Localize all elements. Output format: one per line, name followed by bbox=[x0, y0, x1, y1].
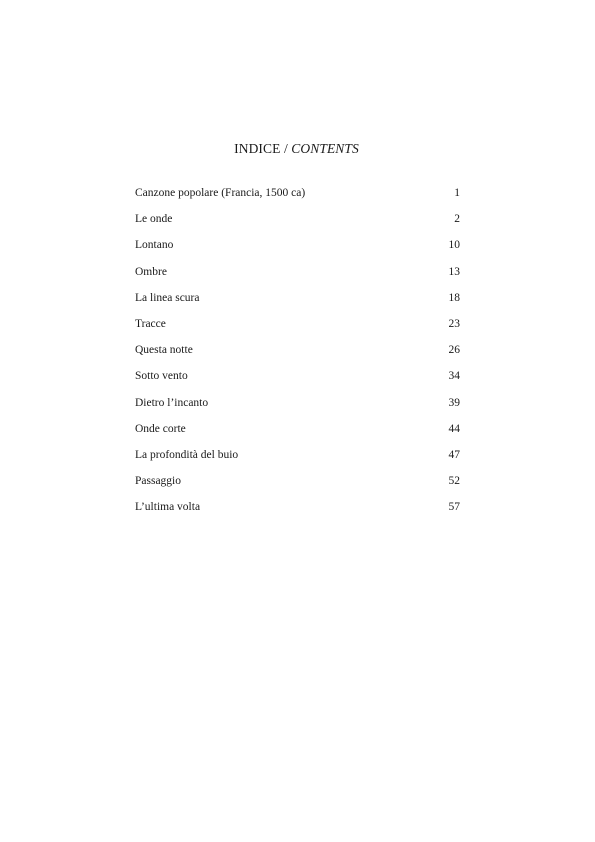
toc-entry-title: Dietro l’incanto bbox=[135, 396, 209, 409]
toc-entry bbox=[135, 236, 460, 262]
toc-entry bbox=[135, 289, 460, 315]
toc-entry-page: 13 bbox=[448, 265, 460, 278]
toc-entry bbox=[135, 341, 460, 367]
table-of-contents bbox=[135, 184, 460, 524]
toc-entry bbox=[135, 472, 460, 498]
toc-entry-page: 34 bbox=[448, 370, 460, 383]
toc-entry-title: Tracce bbox=[135, 317, 166, 330]
toc-entry-page: 23 bbox=[448, 317, 460, 330]
toc-entry-title: Lontano bbox=[135, 239, 174, 252]
toc-entry bbox=[135, 420, 460, 446]
toc-entry-page: 1 bbox=[454, 187, 460, 199]
toc-entry-page: 57 bbox=[448, 501, 460, 514]
toc-entry bbox=[135, 367, 460, 393]
toc-entry-page: 2 bbox=[454, 213, 460, 226]
toc-entry bbox=[135, 210, 460, 236]
toc-entry bbox=[135, 498, 460, 524]
toc-entry-page: 52 bbox=[448, 475, 460, 488]
toc-entry-title: Le onde bbox=[135, 213, 173, 226]
toc-entry bbox=[135, 263, 460, 289]
toc-entry-page: 39 bbox=[448, 396, 460, 409]
title-italic: CONTENTS bbox=[291, 141, 359, 156]
toc-entry-title: Canzone popolare (Francia, 1500 ca) bbox=[135, 187, 306, 199]
toc-entry bbox=[135, 446, 460, 472]
toc-entry-title: Questa notte bbox=[135, 344, 193, 357]
toc-entry bbox=[135, 315, 460, 341]
toc-entry-title: Onde corte bbox=[135, 422, 186, 435]
toc-entry-title: La profondità del buio bbox=[135, 448, 239, 461]
toc-entry-title: L’ultima volta bbox=[135, 501, 201, 514]
toc-entry-page: 18 bbox=[448, 291, 460, 304]
toc-entry bbox=[135, 394, 460, 420]
toc-entry-title: Ombre bbox=[135, 265, 167, 278]
toc-entry-title: Sotto vento bbox=[135, 370, 188, 383]
toc-entry-title: La linea scura bbox=[135, 291, 200, 304]
toc-entry-page: 44 bbox=[448, 422, 460, 435]
title-main: INDICE / bbox=[234, 141, 288, 156]
page-title bbox=[0, 141, 593, 157]
toc-entry-page: 26 bbox=[448, 344, 460, 357]
toc-entry bbox=[135, 184, 460, 210]
toc-entry-page: 47 bbox=[448, 448, 460, 461]
toc-entry-page: 10 bbox=[448, 239, 460, 252]
toc-entry-title: Passaggio bbox=[135, 475, 181, 488]
